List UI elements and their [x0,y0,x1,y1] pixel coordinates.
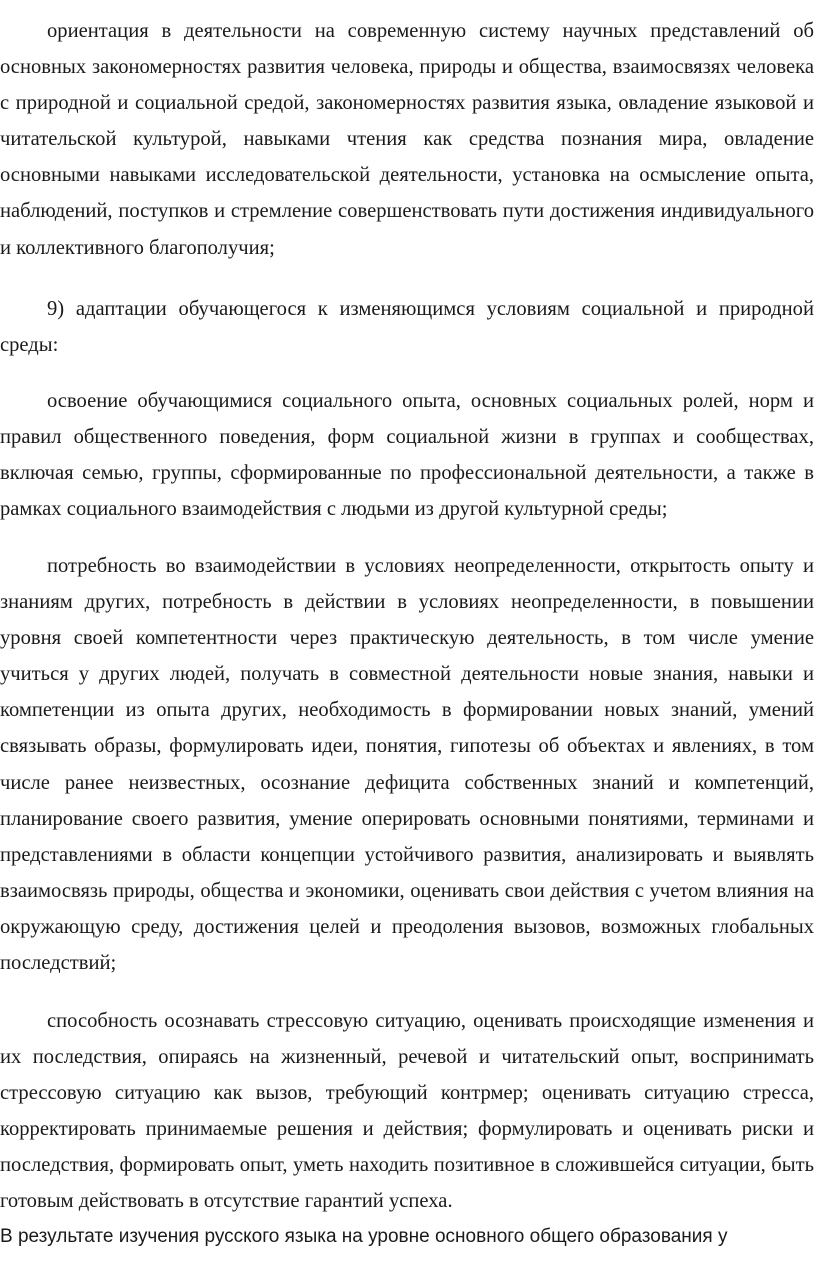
paragraph-adaptation-heading: 9) адаптации обучающегося к изменяющимся условиям социальной и природной среды: [0,298,814,357]
paragraph-uncertainty: потребность во взаимодействии в условиях неопределенности, открытость опыту и знаниям других, потребность в действии в условиях неопределенности, в повышении уровня своей компетентности через практическую деятельность, в том числе умение учиться у других людей, получать в совместной деятельности новые знания, навыки и компетенции из опыта других, необходимость в формировании новых знаний, умений связывать образы, формулировать идеи, понятия, гипотезы об объектах и явлениях, в том числе ранее неизвестных, осознание дефицита собственных знаний и компетенций, планирование своего развития, умение оперировать основными понятиями, терминами и представлениями в области концепции устойчивого развития, анализировать и выявлять взаимосвязь природы, общества и экономики, оценивать свои действия с учетом влияния на окружающую среду, достижения целей и преодоления вызовов, возможных глобальных последствий; [0,555,814,975]
paragraph-social-experience: освоение обучающимися социального опыта, основных социальных ролей, норм и правил общественного поведения, форм социальной жизни в группах и сообществах, включая семью, группы, сформированные по профессиональной деятельности, а также в рамках социального взаимодействия с людьми из другой культурной среды; [0,390,814,521]
paragraph-orientation: ориентация в деятельности на современную систему научных представлений об основных закономерностях развития человека, природы и общества, взаимосвязях человека с природной и социальной средой, закономерностях развития языка, овладение языковой и читательской культурой, навыками чтения как средства познания мира, овладение основными навыками исследовательской деятельности, установка на осмысление опыта, наблюдений, поступков и стремление совершенствовать пути достижения индивидуального и коллективного благополучия; [0,20,814,259]
paragraph-stress: способность осознавать стрессовую ситуацию, оценивать происходящие изменения и их последствия, опираясь на жизненный, речевой и читательский опыт, воспринимать стрессовую ситуацию как вызов, требующий контрмер; оценивать ситуацию стресса, корректировать принимаемые решения и действия; формулировать и оценивать риски и последствия, формировать опыт, уметь находить позитивное в сложившейся ситуации, быть готовым действовать в отсутствие гарантий успеха. [0,1010,814,1213]
footer-text-line: В результате изучения русского языка на уровне основного общего образования у [0,1226,728,1247]
